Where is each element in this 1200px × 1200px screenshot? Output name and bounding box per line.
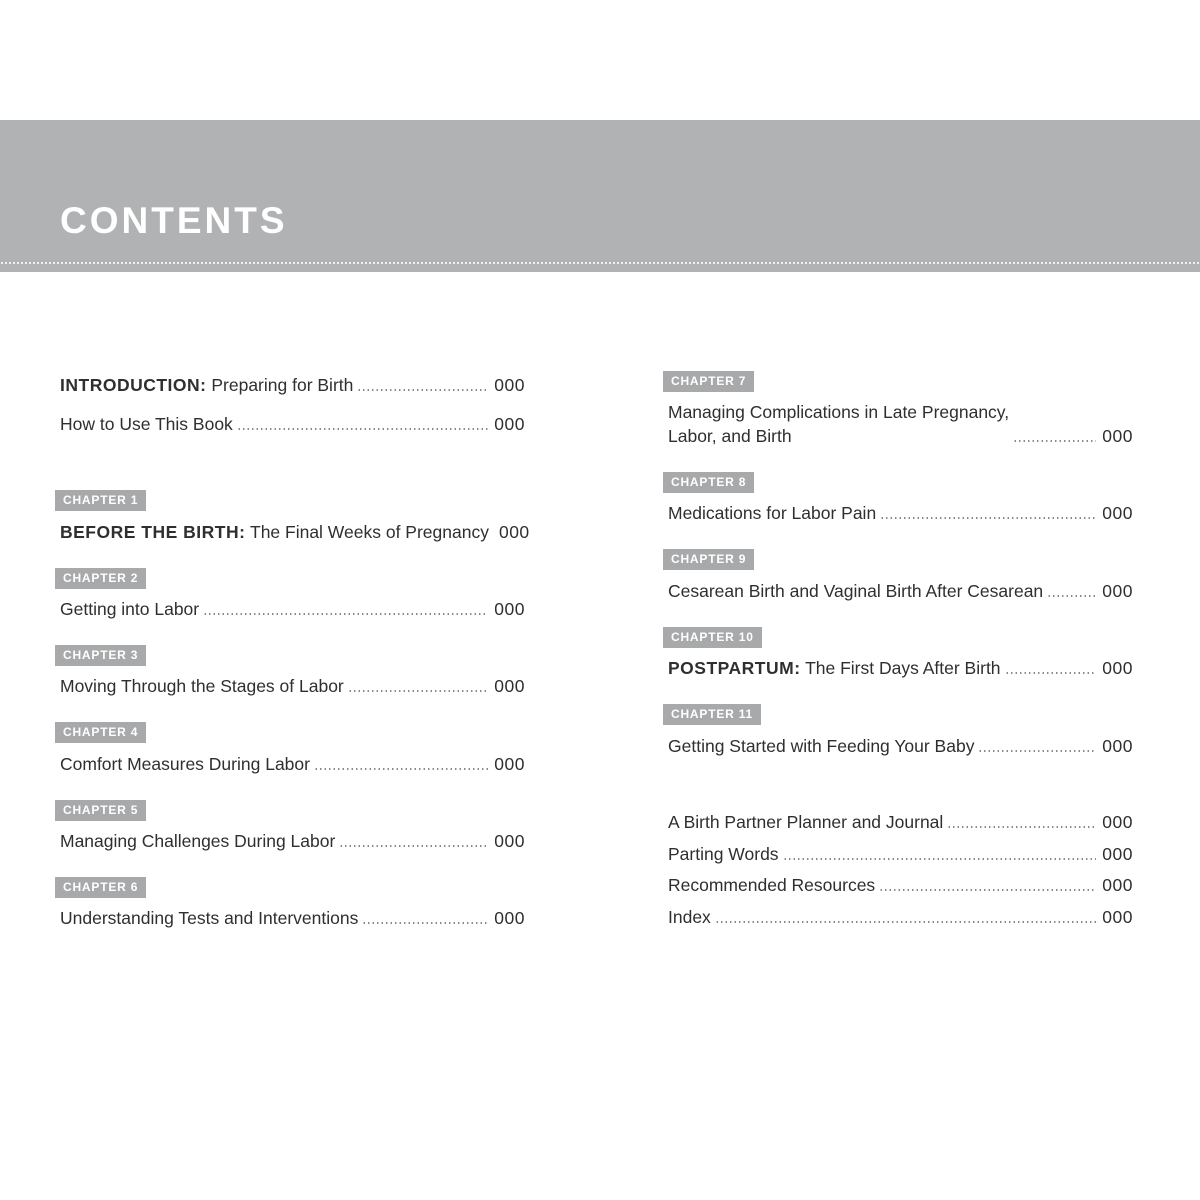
page-number: 000 bbox=[1102, 581, 1133, 601]
entry-title bbox=[60, 752, 310, 776]
entry-title bbox=[668, 905, 711, 929]
entry-title-text: Index bbox=[668, 907, 711, 927]
chapter-badge: CHAPTER 7 bbox=[663, 371, 754, 392]
page-number: 000 bbox=[494, 831, 525, 851]
entry-title-line1: Managing Complications in Late Pregnancy, bbox=[668, 402, 1010, 422]
page-title: CONTENTS bbox=[60, 200, 288, 241]
chapter-badge: CHAPTER 4 bbox=[55, 722, 146, 743]
page-number: 000 bbox=[494, 754, 525, 774]
dot-leader bbox=[715, 921, 1096, 923]
entry-title bbox=[60, 520, 489, 544]
toc-entry[interactable] bbox=[60, 373, 525, 397]
dot-leader bbox=[1013, 440, 1096, 442]
dot-leader bbox=[348, 690, 489, 692]
dot-leader bbox=[1005, 672, 1097, 674]
dot-leader bbox=[314, 768, 488, 770]
entry-title-text: Comfort Measures During Labor bbox=[60, 754, 310, 774]
dot-leader bbox=[880, 517, 1096, 519]
dot-leader bbox=[879, 889, 1096, 891]
toc-entry[interactable] bbox=[60, 829, 525, 853]
chapter-badge: CHAPTER 10 bbox=[663, 627, 762, 648]
entry-title-text: Understanding Tests and Interventions bbox=[60, 908, 359, 928]
entry-title bbox=[668, 579, 1043, 603]
label-colon: : bbox=[200, 375, 207, 395]
entry-title bbox=[60, 597, 199, 621]
entry-title bbox=[668, 400, 1009, 448]
chapter-badge: CHAPTER 9 bbox=[663, 549, 754, 570]
page-number: 000 bbox=[494, 676, 525, 696]
entry-title-text: Parting Words bbox=[668, 844, 779, 864]
page-number: 000 bbox=[1102, 875, 1133, 895]
entry-title-text: Recommended Resources bbox=[668, 875, 876, 895]
chapter-badge: CHAPTER 11 bbox=[663, 704, 761, 725]
dot-leader bbox=[362, 922, 488, 924]
page-number: 000 bbox=[494, 375, 525, 395]
entry-title-text: Managing Challenges During Labor bbox=[60, 831, 336, 851]
toc-entry[interactable] bbox=[668, 501, 1133, 525]
page-number: 000 bbox=[1102, 736, 1133, 756]
chapter-badge: CHAPTER 1 bbox=[55, 490, 146, 511]
page-number: 000 bbox=[494, 599, 525, 619]
page-number: 000 bbox=[1102, 844, 1133, 864]
page-number: 000 bbox=[1102, 426, 1133, 446]
dot-leader bbox=[783, 858, 1097, 860]
toc-entry[interactable] bbox=[668, 842, 1133, 866]
toc-entry[interactable] bbox=[60, 520, 530, 544]
entry-title bbox=[60, 373, 353, 397]
entry-title-text: The Final Weeks of Pregnancy bbox=[250, 522, 489, 542]
entry-title bbox=[60, 412, 233, 436]
entry-title-text: A Birth Partner Planner and Journal bbox=[668, 812, 944, 832]
toc-entry[interactable] bbox=[60, 674, 525, 698]
page-number: 000 bbox=[1102, 503, 1133, 523]
entry-title-text: Moving Through the Stages of Labor bbox=[60, 676, 344, 696]
page-number: 000 bbox=[494, 908, 525, 928]
header-band bbox=[0, 120, 1200, 272]
entry-title bbox=[668, 842, 779, 866]
page-number: 000 bbox=[498, 522, 530, 542]
chapter-badge: CHAPTER 6 bbox=[55, 877, 146, 898]
page-number: 000 bbox=[494, 414, 525, 434]
entry-title bbox=[668, 810, 943, 834]
dot-leader bbox=[339, 845, 488, 847]
toc-entry[interactable] bbox=[668, 734, 1133, 758]
toc-entry[interactable] bbox=[60, 752, 525, 776]
entry-title bbox=[668, 501, 876, 525]
toc-entry[interactable] bbox=[60, 597, 525, 621]
toc-entry[interactable] bbox=[60, 412, 525, 436]
toc-entry[interactable] bbox=[668, 810, 1133, 834]
entry-title-line2: Labor, and Birth bbox=[668, 426, 792, 446]
entry-title bbox=[60, 829, 335, 853]
page-number: 000 bbox=[1102, 907, 1133, 927]
label-colon: : bbox=[794, 658, 801, 678]
chapter-badge: CHAPTER 8 bbox=[663, 472, 754, 493]
toc-entry[interactable] bbox=[668, 905, 1133, 929]
dot-leader bbox=[1047, 595, 1096, 597]
dot-leader bbox=[237, 428, 488, 430]
entry-title bbox=[668, 734, 974, 758]
entry-title bbox=[668, 873, 875, 897]
toc-entry[interactable] bbox=[60, 906, 525, 930]
toc-entry[interactable] bbox=[668, 579, 1133, 603]
label-colon: : bbox=[239, 522, 246, 542]
entry-title-text: Cesarean Birth and Vaginal Birth After Cesarean bbox=[668, 581, 1044, 601]
entry-title-text: The First Days After Birth bbox=[805, 658, 1001, 678]
page-number: 000 bbox=[1102, 658, 1133, 678]
entry-label: INTRODUCTION bbox=[60, 375, 201, 395]
entry-title-text: Getting Started with Feeding Your Baby bbox=[668, 736, 975, 756]
chapter-badge: CHAPTER 3 bbox=[55, 645, 146, 666]
entry-title-text: Preparing for Birth bbox=[211, 375, 354, 395]
chapter-badge: CHAPTER 5 bbox=[55, 800, 146, 821]
entry-title-text: Getting into Labor bbox=[60, 599, 200, 619]
entry-label: POSTPARTUM bbox=[668, 658, 795, 678]
toc-entry[interactable] bbox=[668, 656, 1133, 680]
dot-leader bbox=[947, 826, 1096, 828]
entry-title-text: How to Use This Book bbox=[60, 414, 233, 434]
toc-entry[interactable] bbox=[668, 873, 1133, 897]
entry-title bbox=[668, 656, 1001, 680]
entry-label: BEFORE THE BIRTH bbox=[60, 522, 240, 542]
dotted-divider bbox=[0, 262, 1200, 264]
dot-leader bbox=[203, 613, 488, 615]
entry-title-text: Medications for Labor Pain bbox=[668, 503, 877, 523]
page-number: 000 bbox=[1102, 812, 1133, 832]
entry-title bbox=[60, 906, 358, 930]
dot-leader bbox=[978, 750, 1096, 752]
toc-entry[interactable] bbox=[668, 400, 1133, 448]
entry-title bbox=[60, 674, 344, 698]
chapter-badge: CHAPTER 2 bbox=[55, 568, 146, 589]
dot-leader bbox=[357, 389, 488, 391]
